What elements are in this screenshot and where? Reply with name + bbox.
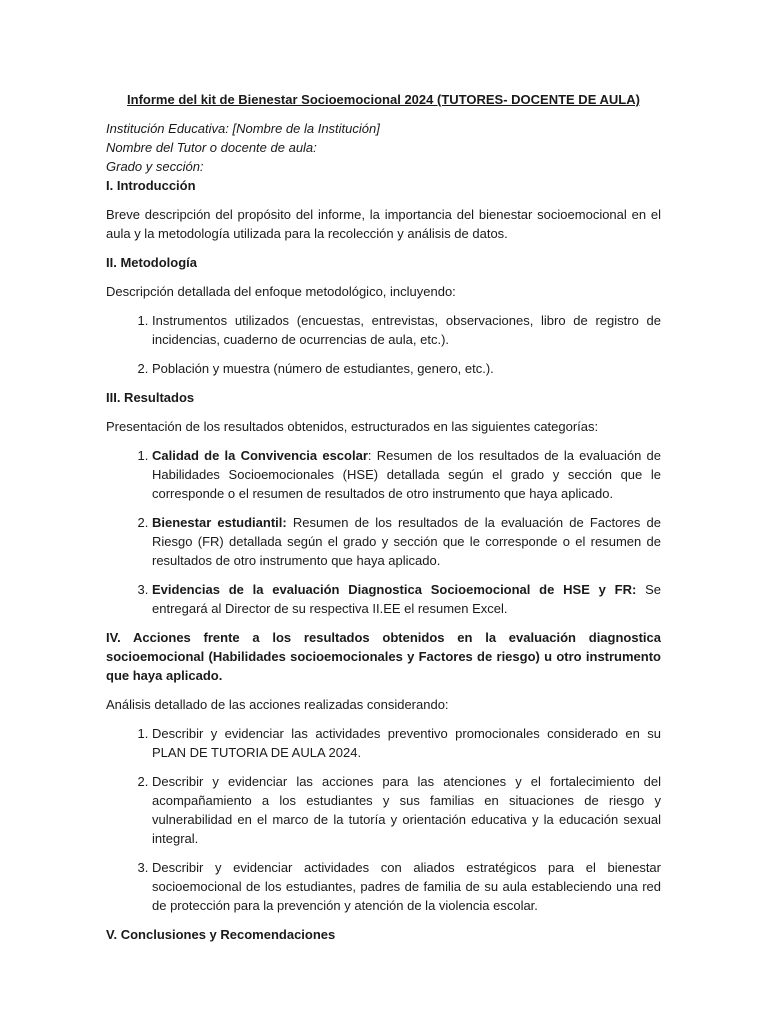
acciones-text: Análisis detallado de las acciones realizadas considerando:: [106, 697, 449, 712]
resultados-text: Presentación de los resultados obtenidos, estructurados en las siguientes categorías:: [106, 419, 599, 434]
list-item: [152, 446, 661, 503]
metodologia-list: [106, 311, 661, 378]
section-heading-conclusiones: V. Conclusiones y Recomendaciones: [106, 927, 336, 942]
item-bold-label: Calidad de la Convivencia escolar: [152, 448, 368, 463]
header-info: [106, 119, 661, 176]
list-item: [152, 580, 661, 618]
institution-field: Institución Educativa: [Nombre de la Institución]: [106, 121, 380, 136]
resultados-list: [106, 446, 661, 618]
document-title: Informe del kit de Bienestar Socioemocional 2024 (TUTORES- DOCENTE DE AULA): [127, 92, 640, 107]
section-heading-metodologia: II. Metodología: [106, 255, 197, 270]
metodologia-text: Descripción detallada del enfoque metodológico, incluyendo:: [106, 284, 456, 299]
section-heading-intro: I. Introducción: [106, 178, 196, 193]
acciones-list: [106, 724, 661, 915]
document-page: [106, 90, 661, 954]
intro-text: Breve descripción del propósito del informe, la importancia del bienestar socioemocional en el aula y la metodología utilizada para la recolección y análisis de datos.: [106, 207, 661, 241]
list-item: 2. Población y muestra (número de estudiantes, genero, etc.).: [152, 359, 661, 378]
list-item: 1. Instrumentos utilizados (encuestas, entrevistas, observaciones, libro de registro de incidencias, cuaderno de ocurrencias de aula, etc.).: [152, 311, 661, 349]
item-text: Se entregará al Director de su respectiva II.EE el resumen Excel.: [152, 582, 661, 616]
section-heading-resultados: III. Resultados: [106, 390, 195, 405]
item-text: Resumen de los resultados de la evaluación de Factores de Riesgo (FR) detallada según el grado y sección que le corresponde o el resumen de resultados de otro instrumento que haya aplicado.: [152, 515, 662, 568]
tutor-field: Nombre del Tutor o docente de aula:: [106, 140, 317, 155]
list-item: 2. Describir y evidenciar las acciones para las atenciones y el fortalecimiento del acompañamiento a los estudiantes y sus familias en situaciones de riesgo y vulnerabilidad en el marco de la tutoría y orientación educativa y la educación sexual integral.: [152, 772, 661, 848]
list-item: 1. Describir y evidenciar las actividades preventivo promocionales considerado en su PLAN DE TUTORIA DE AULA 2024.: [152, 724, 661, 762]
item-text: : Resumen de los resultados de la evaluación de Habilidades Socioemocionales (HSE) detallada según el grado y sección que le corresponde o el resumen de resultados de otro instrumento que haya aplicado.: [152, 448, 661, 501]
item-bold-label: Evidencias de la evaluación Diagnostica Socioemocional de HSE y FR:: [152, 582, 637, 597]
grade-section-field: Grado y sección:: [106, 159, 204, 174]
item-bold-label: Bienestar estudiantil:: [152, 515, 287, 530]
section-heading-acciones: IV. Acciones frente a los resultados obtenidos en la evaluación diagnostica socioemocional (Habilidades socioemocionales y Factores de riesgo) u otro instrumento que haya aplicado.: [106, 630, 661, 683]
list-item: 3. Describir y evidenciar actividades con aliados estratégicos para el bienestar socioemocional de los estudiantes, padres de familia de su aula estableciendo una red de protección para la prevención y atención de la violencia escolar.: [152, 858, 661, 915]
list-item: [152, 513, 661, 570]
